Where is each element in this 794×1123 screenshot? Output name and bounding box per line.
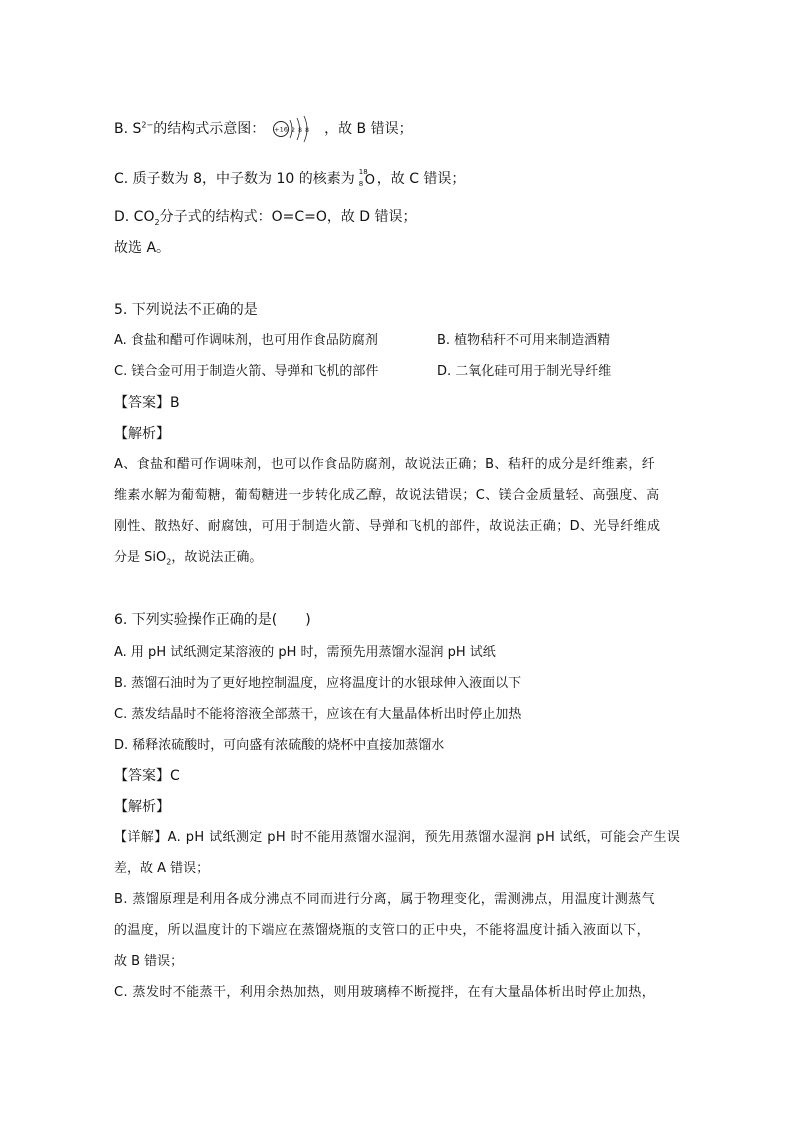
q5-stem: 5. 下列说法不正确的是 xyxy=(114,302,258,318)
sulfide-ion-structure-diagram xyxy=(272,115,314,143)
q6-option-c: C. 蒸发结晶时不能将溶液全部蒸干，应该在有大量晶体析出时停止加热 xyxy=(114,707,522,722)
q5-option-a: A. 食盐和醋可作调味剂，也可用作食品防腐剂 xyxy=(114,333,378,348)
q6-detail-line-3: B. 蒸馏原理是利用各成分沸点不同而进行分离，属于物理变化，需测沸点，用温度计测蒸气 xyxy=(114,892,655,907)
q6-option-b: B. 蒸馏石油时为了更好地控制温度，应将温度计的水银球伸入液面以下 xyxy=(114,676,522,691)
explanation-c xyxy=(114,169,465,189)
q6-detail-line-1: 【详解】A. pH 试纸测定 pH 时不能用蒸馏水湿润，预先用蒸馏水湿润 pH 试纸，可能会产生误 xyxy=(114,830,681,845)
shell-2-count: 8 xyxy=(297,127,302,134)
oxygen-18-nuclide xyxy=(359,169,373,189)
q5-analysis-title: 【解析】 xyxy=(114,426,170,442)
q5-analysis-line-4 xyxy=(114,548,262,568)
q6-option-d: D. 稀释浓硫酸时，可向盛有浓硫酸的烧杯中直接加蒸馏水 xyxy=(114,738,445,753)
sulfide-charge: 2− xyxy=(141,120,154,130)
mass-number: 18 xyxy=(358,168,368,176)
q5-analysis-line-2: 维素水解为葡萄糖，葡萄糖进一步转化成乙醇，故说法错误；C、镁合金质量轻、高强度、高 xyxy=(114,488,660,503)
q5-analysis-line-4-suffix: ，故说法正确。 xyxy=(171,550,263,565)
q5-option-d: D. 二氧化硅可用于制光导纤维 xyxy=(437,364,612,379)
q5-analysis-line-1: A、食盐和醋可作调味剂，也可以作食品防腐剂，故说法正确；B、秸秆的成分是纤维素，纤 xyxy=(114,457,656,472)
q5-option-c: C. 镁合金可用于制造火箭、导弹和飞机的部件 xyxy=(114,364,379,379)
explanation-b-prefix: B. S xyxy=(114,121,142,137)
q6-analysis-title: 【解析】 xyxy=(114,799,170,815)
q6-option-a: A. 用 pH 试纸测定某溶液的 pH 时，需预先用蒸馏水湿润 pH 试纸 xyxy=(114,645,496,660)
silica-subscript: 2 xyxy=(166,557,172,567)
nucleus-charge: +16 xyxy=(273,125,288,134)
q6-detail-line-2: 差，故 A 错误； xyxy=(114,861,210,876)
explanation-d-sub: 2 xyxy=(154,217,160,227)
q5-analysis-line-3: 刚性、散热好、耐腐蚀，可用于制造火箭、导弹和飞机的部件，故说法正确；D、光导纤维成 xyxy=(114,519,661,534)
q6-stem: 6. 下列实验操作正确的是( ) xyxy=(114,612,311,628)
explanation-c-text: C. 质子数为 8，中子数为 10 的核素为 xyxy=(114,171,355,187)
q5-option-b: B. 植物秸秆不可用来制造酒精 xyxy=(437,333,611,348)
explanation-b xyxy=(114,115,413,143)
shell-3-count: 8 xyxy=(304,127,309,134)
q6-detail-line-4: 的温度，所以温度计的下端应在蒸馏烧瓶的支管口的正中央，不能将温度计插入液面以下， xyxy=(114,923,651,938)
explanation-c-suffix: ，故 C 错误； xyxy=(376,171,466,187)
q6-detail-line-6: C. 蒸发时不能蒸干，利用余热加热，则用玻璃棒不断搅拌，在有大量晶体析出时停止加热， xyxy=(114,985,656,1000)
explanation-conclusion: 故选 A。 xyxy=(114,240,171,256)
explanation-d-suffix: 分子式的结构式：O=C=O，故 D 错误； xyxy=(159,209,417,225)
q5-options-row-2 xyxy=(114,362,680,382)
q5-analysis-line-4-prefix: 分是 SiO xyxy=(114,550,167,565)
q6-answer: 【答案】C xyxy=(114,768,180,784)
explanation-b-suffix: ，故 B 错误； xyxy=(324,121,413,137)
shell-1-count: 2 xyxy=(290,127,295,134)
q6-detail-line-5: 故 B 错误； xyxy=(114,954,184,969)
explanation-d xyxy=(114,207,417,227)
explanation-b-label: 的结构式示意图： xyxy=(153,121,266,137)
q5-options-row-1 xyxy=(114,331,680,351)
explanation-d-prefix: D. CO xyxy=(114,209,155,225)
q5-answer: 【答案】B xyxy=(114,395,180,411)
element-symbol: O xyxy=(364,173,375,188)
atomic-number: 8 xyxy=(358,180,364,188)
